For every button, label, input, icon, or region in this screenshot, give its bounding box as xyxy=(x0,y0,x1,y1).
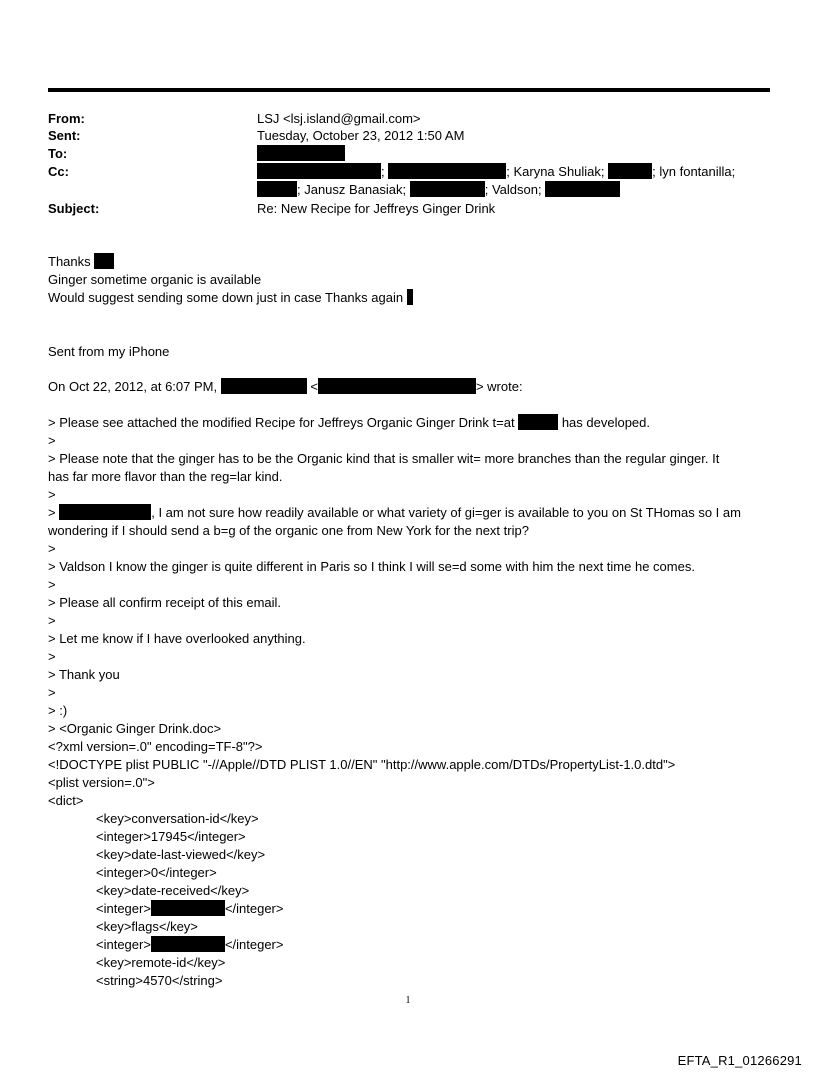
from-value: LSJ <lsj.island@gmail.com> xyxy=(257,111,421,126)
quote-line: > , I am not sure how readily available or what variety of gi=ger is available to you on St THomas so I am xyxy=(48,505,741,520)
quote-blank: > xyxy=(48,541,56,556)
redaction xyxy=(151,900,225,916)
redaction xyxy=(221,378,307,394)
quote-blank: > xyxy=(48,433,56,448)
quote-line: > Let me know if I have overlooked anything. xyxy=(48,631,306,646)
cc-janusz: ; Janusz Banasiak; xyxy=(297,182,407,197)
sent-label: Sent: xyxy=(48,128,81,143)
quote-blank: > xyxy=(48,487,56,502)
redaction xyxy=(518,414,558,430)
xml-line: <key>remote-id</key> xyxy=(96,955,226,970)
quote-line: > Valdson I know the ginger is quite different in Paris so I think I will se=d some with him the next time he comes. xyxy=(48,559,695,574)
redaction xyxy=(257,145,345,161)
xml-line: <key>date-received</key> xyxy=(96,883,250,898)
from-row xyxy=(48,110,421,128)
quote-line: wondering if I should send a b=g of the organic one from New York for the next trip? xyxy=(48,523,529,538)
xml-line: <dict> xyxy=(48,793,84,808)
from-label: From: xyxy=(48,111,85,126)
xml-line: <integer>0</integer> xyxy=(96,865,217,880)
to-row xyxy=(48,145,248,163)
redaction xyxy=(410,181,485,197)
cc-value-line2 xyxy=(257,181,620,199)
quote-line: > Please note that the ginger has to be the Organic kind that is smaller wit= more branches than the regular ginger. It xyxy=(48,451,720,466)
xml-line: <!DOCTYPE plist PUBLIC "-//Apple//DTD PLIST 1.0//EN" "http://www.apple.com/DTDs/PropertyList-1.0.dtd"> xyxy=(48,757,676,772)
cc-valdson: ; Valdson; xyxy=(484,182,542,197)
redaction xyxy=(318,378,476,394)
bates-number: EFTA_R1_01266291 xyxy=(677,1053,802,1068)
sent-row xyxy=(48,127,465,145)
sent-from: Sent from my iPhone xyxy=(48,344,170,359)
redaction xyxy=(545,181,620,197)
redaction xyxy=(151,936,225,952)
quote-line: > Thank you xyxy=(48,667,120,682)
header-rule xyxy=(48,88,770,92)
redaction xyxy=(257,181,297,197)
to-label: To: xyxy=(48,146,68,161)
cc-sep: ; xyxy=(381,164,385,179)
xml-line: <plist version=.0"> xyxy=(48,775,155,790)
quote-blank: > xyxy=(48,577,56,592)
quote-line: > :) xyxy=(48,703,68,718)
cc-lyn: ; lyn fontanilla; xyxy=(652,164,736,179)
xml-line: <key>date-last-viewed</key> xyxy=(96,847,266,862)
subject-row xyxy=(48,200,496,218)
body-line: Ginger sometime organic is available xyxy=(48,272,262,287)
cc-row xyxy=(48,163,736,181)
reply-header: On Oct 22, 2012, at 6:07 PM, < > wrote: xyxy=(48,379,523,394)
xml-line: <?xml version=.0" encoding=TF-8"?> xyxy=(48,739,263,754)
redaction xyxy=(257,163,381,179)
redaction xyxy=(407,289,413,305)
xml-line: <key>flags</key> xyxy=(96,919,198,934)
subject-label: Subject: xyxy=(48,201,100,216)
to-value xyxy=(257,145,345,163)
quote-blank: > xyxy=(48,685,56,700)
sent-value: Tuesday, October 23, 2012 1:50 AM xyxy=(257,128,465,143)
xml-line: <integer>17945</integer> xyxy=(96,829,246,844)
cc-value-line1 xyxy=(257,163,735,181)
attachment-line: > <Organic Ginger Drink.doc> xyxy=(48,721,222,736)
body-thanks: Thanks xyxy=(48,253,114,271)
xml-line: <integer> </integer> xyxy=(96,937,284,952)
quote-line: has far more flavor than the reg=lar kind. xyxy=(48,469,283,484)
cc-label: Cc: xyxy=(48,164,69,179)
redaction xyxy=(59,504,151,520)
page-number: 1 xyxy=(405,995,411,1006)
quote-line: > Please see attached the modified Recipe for Jeffreys Organic Ginger Drink t=at has developed. xyxy=(48,415,650,430)
cc-karyna: ; Karyna Shuliak; xyxy=(506,164,605,179)
redaction xyxy=(608,163,652,179)
body-line: Would suggest sending some down just in case Thanks again xyxy=(48,289,413,307)
xml-line: <key>conversation-id</key> xyxy=(96,811,259,826)
quote-line: > Please all confirm receipt of this email. xyxy=(48,595,282,610)
subject-value: Re: New Recipe for Jeffreys Ginger Drink xyxy=(257,201,496,216)
quote-blank: > xyxy=(48,649,56,664)
xml-line: <integer> </integer> xyxy=(96,901,284,916)
xml-line: <string>4570</string> xyxy=(96,973,223,988)
redaction xyxy=(94,253,114,269)
redaction xyxy=(388,163,506,179)
quote-blank: > xyxy=(48,613,56,628)
